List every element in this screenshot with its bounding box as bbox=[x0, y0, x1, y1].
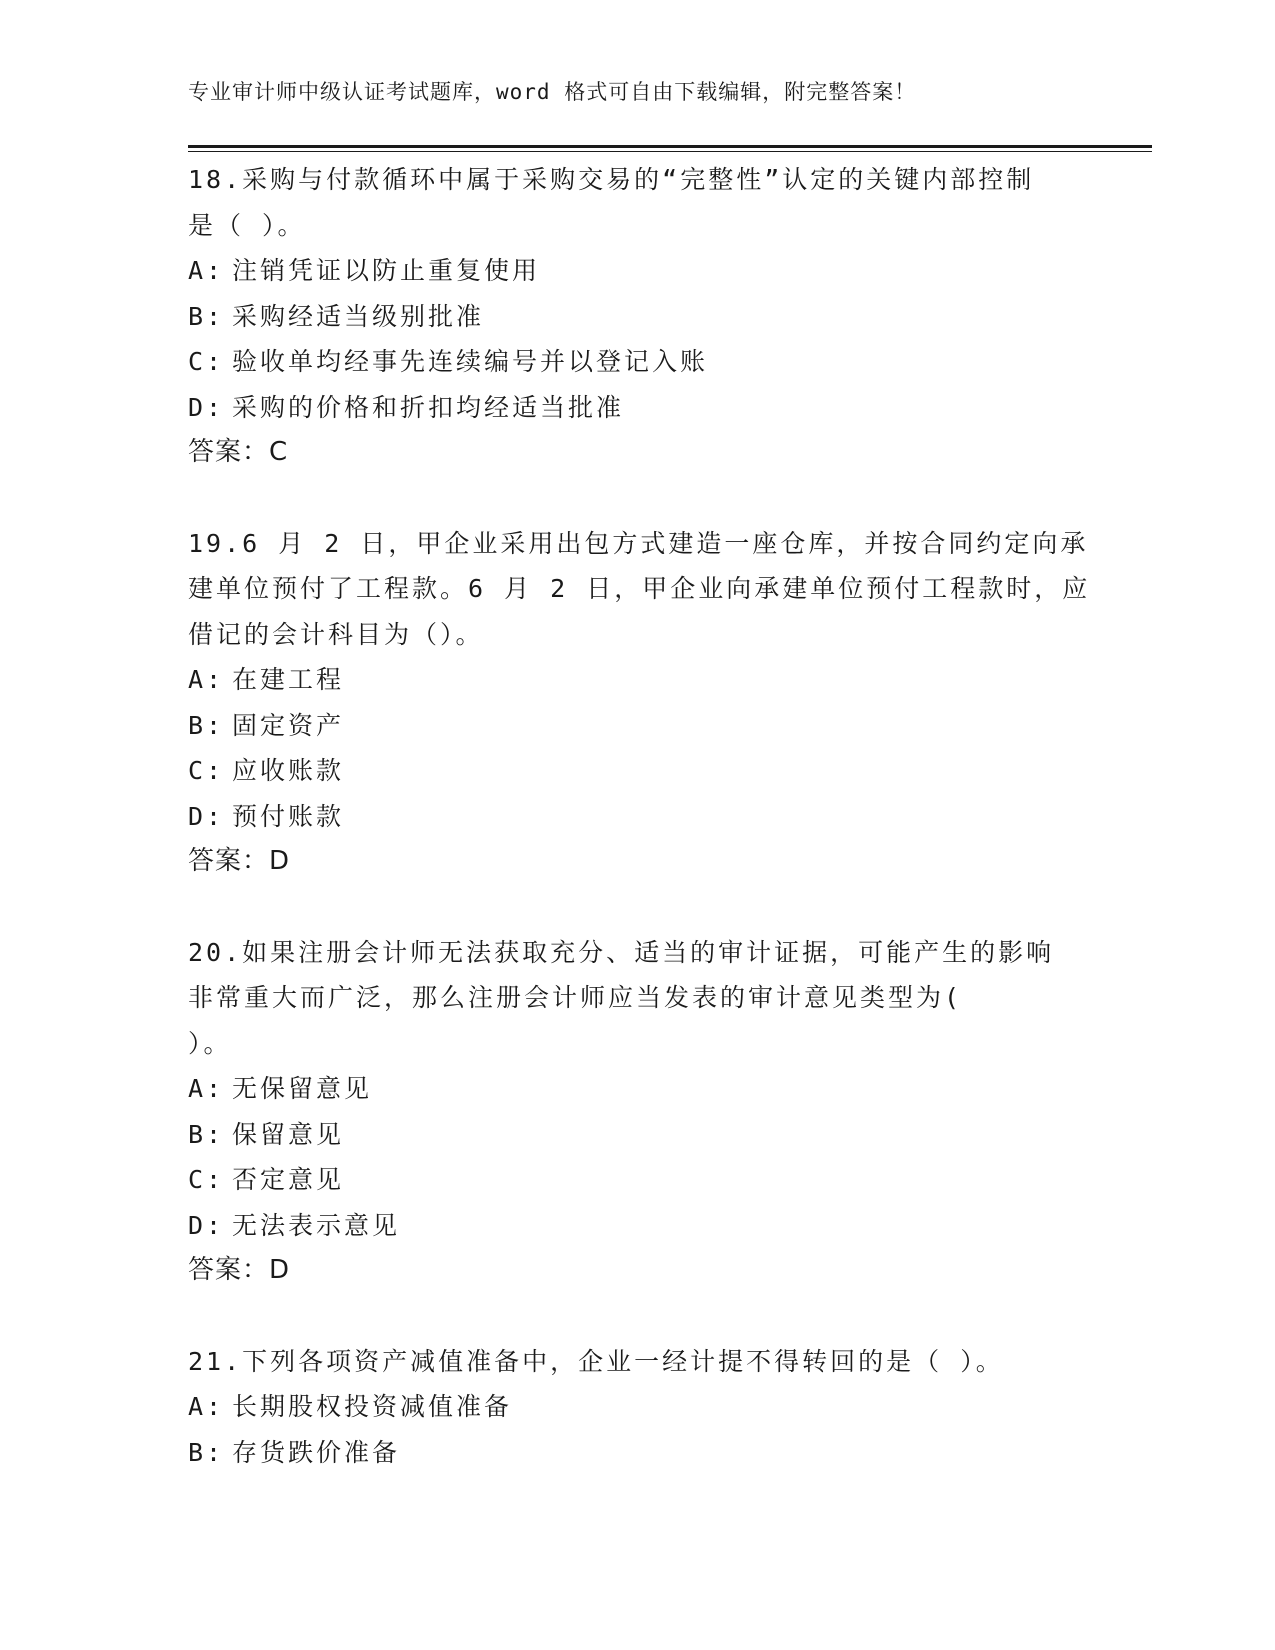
option-key: B: bbox=[188, 710, 225, 740]
answer-line: 答案：D bbox=[188, 846, 291, 876]
option-text: 采购的价格和折扣均经适当批准 bbox=[232, 392, 625, 422]
option-d bbox=[188, 1203, 1088, 1249]
option-text: 在建工程 bbox=[232, 665, 345, 694]
option-key: D: bbox=[188, 801, 225, 831]
question-list bbox=[188, 157, 1091, 1520]
question-stem-line: 是（ ）。 bbox=[188, 210, 306, 240]
header-rule-thick bbox=[188, 145, 1152, 148]
option-text: 存货跌价准备 bbox=[232, 1437, 401, 1467]
option-key: A: bbox=[188, 1074, 225, 1103]
option-key: A: bbox=[188, 1392, 225, 1421]
option-d bbox=[188, 385, 1088, 431]
option-text: 固定资产 bbox=[232, 710, 345, 740]
option-key: D: bbox=[188, 392, 225, 422]
option-text: 无保留意见 bbox=[232, 1074, 373, 1103]
option-b bbox=[188, 1112, 1088, 1158]
option-text: 长期股权投资减值准备 bbox=[232, 1392, 513, 1421]
question-stem-line: 非常重大而广泛，那么注册会计师应当发表的审计意见类型为( bbox=[188, 983, 963, 1012]
question-stem-line: 20.如果注册会计师无法获取充分、适当的审计证据，可能产生的影响 bbox=[188, 937, 1055, 967]
question-18 bbox=[188, 157, 1088, 476]
option-key: B: bbox=[188, 1437, 225, 1467]
question-20 bbox=[188, 930, 1088, 1294]
option-key: C: bbox=[188, 347, 225, 376]
header-rule-thin bbox=[188, 151, 1152, 152]
option-c bbox=[188, 1157, 1088, 1203]
option-a bbox=[188, 248, 1088, 294]
option-key: D: bbox=[188, 1210, 225, 1240]
option-text: 应收账款 bbox=[232, 756, 345, 785]
question-stem-line: 19.6 月 2 日，甲企业采用出包方式建造一座仓库，并按合同约定向承 bbox=[188, 528, 1089, 558]
question-stem-line: 21.下列各项资产减值准备中，企业一经计提不得转回的是（ ）。 bbox=[188, 1346, 1004, 1376]
option-text: 验收单均经事先连续编号并以登记入账 bbox=[232, 347, 709, 376]
option-text: 预付账款 bbox=[232, 801, 345, 831]
option-key: B: bbox=[188, 1119, 225, 1149]
option-a bbox=[188, 1384, 1088, 1430]
question-21 bbox=[188, 1339, 1088, 1476]
option-a bbox=[188, 1066, 1088, 1112]
question-19 bbox=[188, 521, 1091, 885]
option-c bbox=[188, 748, 1088, 794]
option-key: C: bbox=[188, 756, 225, 785]
option-c bbox=[188, 339, 1088, 385]
option-text: 采购经适当级别批准 bbox=[232, 301, 485, 331]
question-stem-line: 18.采购与付款循环中属于采购交易的“完整性”认定的关键内部控制 bbox=[188, 165, 1035, 194]
option-d bbox=[188, 794, 1088, 840]
option-text: 无法表示意见 bbox=[232, 1210, 401, 1240]
option-key: A: bbox=[188, 665, 225, 694]
option-text: 注销凭证以防止重复使用 bbox=[232, 256, 541, 285]
question-stem-line: 建单位预付了工程款。6 月 2 日，甲企业向承建单位预付工程款时，应 bbox=[188, 574, 1091, 603]
option-key: B: bbox=[188, 301, 225, 331]
option-text: 否定意见 bbox=[232, 1165, 345, 1194]
option-b bbox=[188, 294, 1088, 340]
answer-line: 答案：D bbox=[188, 1255, 291, 1285]
option-b bbox=[188, 1430, 1088, 1476]
answer-line: 答案：C bbox=[188, 437, 289, 467]
option-text: 保留意见 bbox=[232, 1119, 345, 1149]
option-a bbox=[188, 657, 1088, 703]
option-key: C: bbox=[188, 1165, 225, 1194]
question-stem-line: ）。 bbox=[188, 1028, 232, 1058]
page-header: 专业审计师中级认证考试题库，word 格式可自由下载编辑，附完整答案！ bbox=[188, 80, 917, 104]
option-key: A: bbox=[188, 256, 225, 285]
question-stem-line: 借记的会计科目为（）。 bbox=[188, 619, 484, 649]
option-b bbox=[188, 703, 1088, 749]
